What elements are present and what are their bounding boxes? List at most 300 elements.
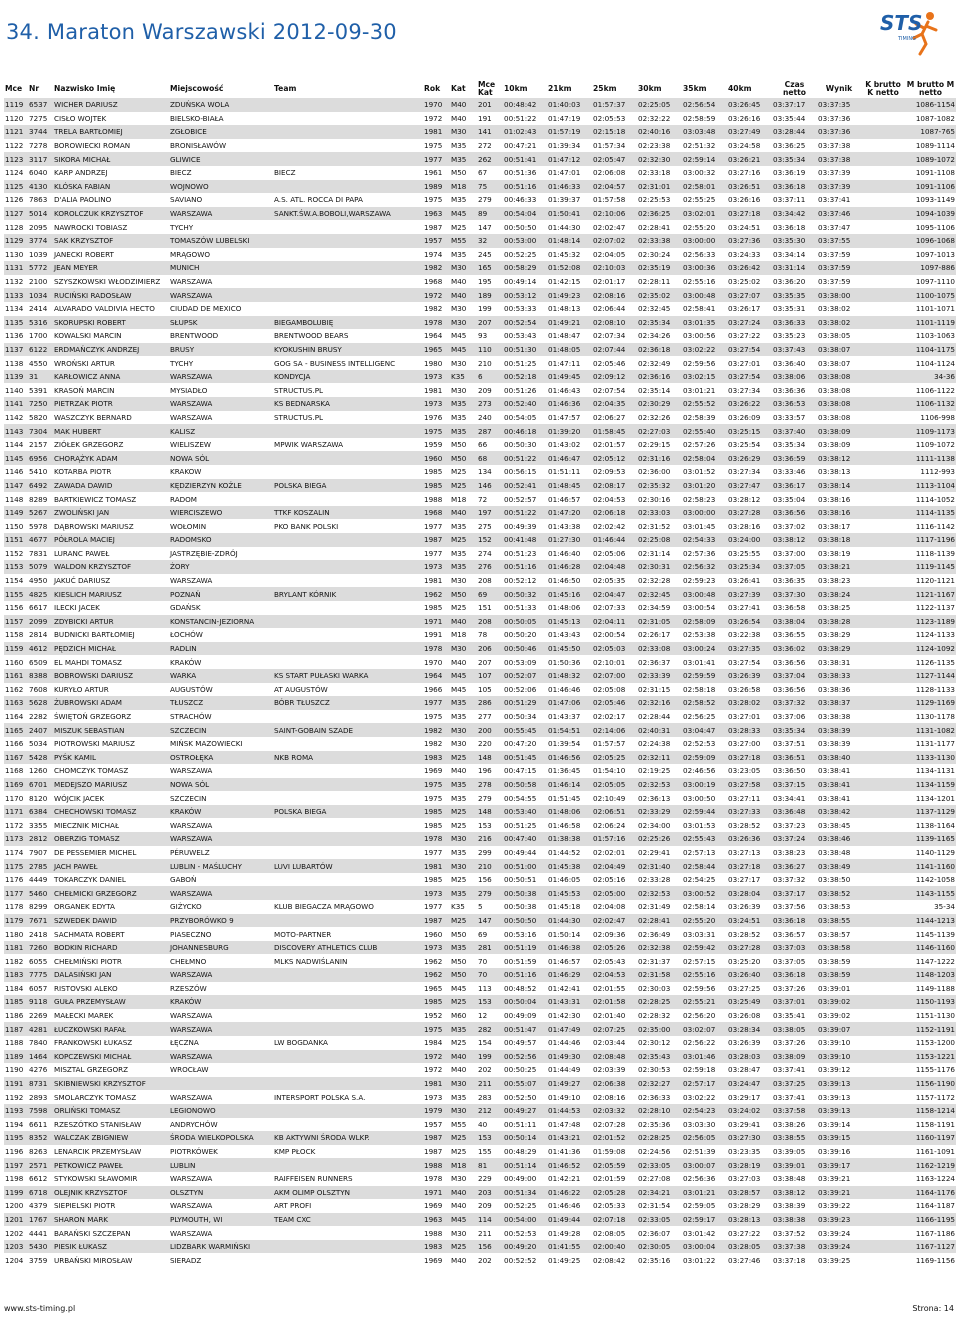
table-cell: M18 bbox=[451, 630, 467, 640]
table-cell: 03:38:59 bbox=[818, 956, 851, 966]
table-cell bbox=[861, 1213, 905, 1227]
table-cell: 02:06:24 bbox=[593, 820, 626, 830]
table-cell: 1960 bbox=[423, 451, 450, 465]
table-cell: MYSIADŁO bbox=[170, 385, 208, 395]
table-cell: 03:28:52 bbox=[728, 820, 761, 830]
table-cell: M30 bbox=[450, 642, 477, 656]
table-cell bbox=[861, 628, 905, 642]
table-cell: 03:37:47 bbox=[818, 222, 851, 232]
table-cell bbox=[861, 193, 905, 207]
table-cell: 02:31:14 bbox=[638, 548, 671, 558]
table-cell: M40 bbox=[451, 1065, 467, 1075]
table-cell: 02:26:17 bbox=[638, 630, 671, 640]
table-cell: 2100 bbox=[29, 277, 48, 287]
table-cell: 03:28:34 bbox=[727, 1022, 772, 1036]
table-cell: M35 bbox=[451, 141, 467, 151]
table-cell: RADOM bbox=[170, 494, 198, 504]
table-cell: 03:38:02 bbox=[818, 304, 851, 314]
table-cell: 03:26:36 bbox=[727, 832, 772, 846]
table-cell: 1122-1137 bbox=[915, 603, 955, 613]
table-cell: 00:52:07 bbox=[503, 669, 547, 683]
table-cell: 02:05:35 bbox=[593, 576, 626, 586]
table-cell: 03:37:26 bbox=[773, 983, 806, 993]
table-cell: 03:25:55 bbox=[728, 548, 761, 558]
table-cell: 1182 bbox=[5, 956, 24, 966]
table-cell: 154 bbox=[478, 1038, 492, 1048]
table-cell: 1982 bbox=[424, 304, 443, 314]
table-cell: 1975 bbox=[423, 424, 450, 438]
table-cell: 1977 bbox=[423, 152, 450, 166]
table-cell: 1183 bbox=[4, 968, 28, 982]
table-cell: 03:00:56 bbox=[683, 331, 716, 341]
table-cell: OSTROŁĘKA bbox=[169, 751, 273, 765]
table-row bbox=[4, 383, 956, 397]
table-cell: GABOŃ bbox=[170, 875, 197, 885]
table-cell: 5014 bbox=[28, 207, 53, 221]
table-cell: 00:51:22 bbox=[503, 506, 547, 520]
table-cell: 00:53:12 bbox=[503, 288, 547, 302]
table-cell: 03:28:47 bbox=[728, 1065, 761, 1075]
table-cell: 03:01:35 bbox=[682, 316, 727, 330]
table-cell: 02:05:53 bbox=[593, 113, 626, 123]
table-cell: 1975 bbox=[424, 712, 443, 722]
table-cell: 6617 bbox=[29, 603, 48, 613]
table-cell: 220 bbox=[478, 739, 492, 749]
table-cell: 3774 bbox=[28, 234, 53, 248]
table-cell: 2407 bbox=[28, 723, 53, 737]
table-cell: 02:34:59 bbox=[638, 603, 671, 613]
table-cell bbox=[861, 751, 905, 765]
table-row bbox=[4, 1090, 956, 1104]
table-cell: 01:46:56 bbox=[547, 751, 592, 765]
table-cell: 02:04:05 bbox=[593, 249, 626, 259]
table-cell: 01:50:41 bbox=[547, 207, 592, 221]
table-cell: 02:05:00 bbox=[592, 886, 637, 900]
table-cell: 01:46:57 bbox=[548, 494, 581, 504]
table-cell bbox=[861, 288, 905, 302]
table-cell: SKORUPSKI ROBERT bbox=[53, 316, 169, 330]
table-cell: 299 bbox=[478, 847, 492, 857]
table-cell: 02:36:16 bbox=[637, 370, 682, 384]
table-cell: 00:52:25 bbox=[504, 249, 537, 259]
table-cell: POLSKA BIEGA bbox=[273, 479, 423, 493]
table-cell: SIEPIELSKI PIOTR bbox=[54, 1201, 116, 1211]
table-cell: M25 bbox=[451, 603, 467, 613]
table-cell: KRASOŃ MARCIN bbox=[54, 385, 115, 395]
table-cell: ANDRYCHÓW bbox=[170, 1119, 218, 1129]
table-row bbox=[4, 139, 956, 153]
table-cell: 00:51:41 bbox=[503, 152, 547, 166]
table-cell: 1148 bbox=[5, 494, 24, 504]
table-cell: 03:27:01 bbox=[728, 712, 761, 722]
table-cell: 69 bbox=[477, 587, 503, 601]
table-cell: 1119-1145 bbox=[905, 560, 956, 574]
table-cell: 03:37:05 bbox=[773, 956, 806, 966]
table-cell: BIELSKO-BIAŁA bbox=[170, 113, 224, 123]
table-cell: 03:00:32 bbox=[683, 168, 716, 178]
table-cell: 1152 bbox=[5, 548, 24, 558]
table-cell: 03:37:24 bbox=[772, 832, 817, 846]
table-cell: 273 bbox=[477, 397, 503, 411]
table-cell: 03:38:04 bbox=[772, 615, 817, 629]
table-row bbox=[4, 914, 956, 928]
table-row bbox=[4, 343, 956, 357]
table-cell: 03:38:33 bbox=[817, 669, 861, 683]
table-cell: ŚRODA WIELKOPOLSKA bbox=[169, 1131, 273, 1145]
table-cell: K35 bbox=[451, 902, 465, 912]
table-cell: 1982 bbox=[423, 723, 450, 737]
table-cell: 7275 bbox=[29, 113, 48, 123]
table-cell: SIERADZ bbox=[170, 1255, 202, 1265]
table-cell: 2269 bbox=[29, 1011, 48, 1021]
table-cell: M35 bbox=[450, 696, 477, 710]
table-cell: 02:07:44 bbox=[592, 343, 637, 357]
table-cell: 02:36:07 bbox=[638, 1228, 671, 1238]
table-cell: 02:05:03 bbox=[592, 642, 637, 656]
table-cell: 03:27:03 bbox=[728, 1174, 761, 1184]
table-cell: 03:37:35 bbox=[817, 98, 861, 112]
table-cell bbox=[861, 1199, 905, 1213]
table-cell: 275 bbox=[478, 521, 492, 531]
table-cell: 1118-1139 bbox=[915, 548, 955, 558]
table-cell: 02:40:31 bbox=[637, 723, 682, 737]
table-cell: 1129-1169 bbox=[905, 696, 956, 710]
table-cell: CHORĄŻYK ADAM bbox=[53, 451, 169, 465]
table-cell bbox=[273, 655, 423, 669]
table-cell: 1175 bbox=[4, 859, 28, 873]
table-cell: 1972 bbox=[424, 1065, 443, 1075]
table-cell: WARSZAWA bbox=[169, 968, 273, 982]
table-cell: M35 bbox=[451, 521, 467, 531]
table-cell: 1150-1193 bbox=[905, 995, 956, 1009]
table-cell: 4677 bbox=[28, 533, 53, 547]
table-cell: 1151-1130 bbox=[915, 1011, 955, 1021]
table-cell bbox=[273, 547, 423, 561]
table-cell: PIOTRKÓWEK bbox=[170, 1147, 218, 1157]
table-row bbox=[4, 764, 956, 778]
table-cell: 00:48:52 bbox=[504, 983, 537, 993]
table-cell: 01:02:43 bbox=[503, 125, 547, 139]
table-cell: 03:35:34 bbox=[773, 440, 806, 450]
table-cell: 03:26:16 bbox=[728, 113, 761, 123]
table-cell bbox=[273, 737, 423, 751]
table-cell: BARTKIEWICZ TOMASZ bbox=[54, 494, 137, 504]
table-cell: 01:57:37 bbox=[592, 98, 637, 112]
table-cell: 1177 bbox=[4, 886, 28, 900]
table-cell: 03:37:46 bbox=[817, 207, 861, 221]
table-cell: 01:46:29 bbox=[547, 968, 592, 982]
table-cell: 156 bbox=[477, 1240, 503, 1254]
table-cell: 8299 bbox=[29, 902, 48, 912]
table-cell: 03:27:25 bbox=[728, 983, 761, 993]
table-cell: 03:36:57 bbox=[773, 929, 806, 939]
table-cell: 1156-1190 bbox=[905, 1077, 956, 1091]
table-cell bbox=[861, 533, 905, 547]
table-cell: 01:45:13 bbox=[547, 615, 592, 629]
website-url[interactable]: www.sts-timing.pl bbox=[4, 1304, 76, 1313]
table-cell: 6040 bbox=[29, 168, 48, 178]
table-cell: 03:38:45 bbox=[818, 820, 851, 830]
table-row bbox=[4, 207, 956, 221]
table-cell: 1195 bbox=[4, 1131, 28, 1145]
table-cell: 03:00:00 bbox=[682, 506, 727, 520]
table-cell: 02:00:54 bbox=[593, 630, 626, 640]
table-cell: 03:31:14 bbox=[772, 261, 817, 275]
table-cell: 02:51:39 bbox=[683, 1147, 716, 1157]
table-cell: 1138-1164 bbox=[915, 820, 955, 830]
table-cell bbox=[273, 125, 423, 139]
table-cell: 1980 bbox=[424, 358, 443, 368]
table-cell: CHEŁMIŃSKI PIOTR bbox=[54, 956, 122, 966]
table-cell: BÓBR TŁUSZCZ bbox=[273, 696, 423, 710]
table-cell bbox=[861, 1063, 905, 1077]
table-cell: 1116-1142 bbox=[915, 521, 955, 531]
logo-subtext: TIMING bbox=[898, 36, 916, 42]
table-cell: 1166-1195 bbox=[905, 1213, 956, 1227]
table-cell: 02:31:54 bbox=[638, 1201, 671, 1211]
table-cell: AKM OLIMP OLSZTYN bbox=[273, 1186, 423, 1200]
table-cell: 1120-1121 bbox=[915, 576, 955, 586]
table-cell: 01:46:58 bbox=[548, 820, 581, 830]
table-cell: 03:36:33 bbox=[772, 316, 817, 330]
table-cell: LIDZBARK WARMIŃSKI bbox=[169, 1240, 273, 1254]
table-cell: ILECKI JACEK bbox=[54, 603, 100, 613]
table-cell: CHEŁMNO bbox=[170, 956, 207, 966]
table-cell: 279 bbox=[478, 195, 492, 205]
table-cell: 1180 bbox=[5, 929, 24, 939]
table-cell: 03:37:32 bbox=[773, 875, 806, 885]
table-cell: 00:52:18 bbox=[503, 370, 547, 384]
table-cell: WARSZAWA bbox=[170, 1174, 213, 1184]
table-cell: 1965 bbox=[424, 983, 443, 993]
table-cell: LURANC PAWEŁ bbox=[54, 548, 110, 558]
table-cell: PÉRUWELZ bbox=[170, 847, 210, 857]
table-cell: 114 bbox=[477, 1213, 503, 1227]
table-cell bbox=[273, 1063, 423, 1077]
table-cell: 03:38:57 bbox=[818, 929, 851, 939]
table-cell bbox=[273, 710, 423, 724]
table-cell: PKO BANK POLSKI bbox=[274, 521, 339, 531]
table-cell: KURYŁO ARTUR bbox=[54, 684, 109, 694]
table-cell: 1983 bbox=[423, 1240, 450, 1254]
table-cell: 03:26:39 bbox=[727, 669, 772, 683]
table-cell: M50 bbox=[451, 956, 467, 966]
table-cell: 00:51:16 bbox=[503, 180, 547, 194]
table-cell: 02:59:05 bbox=[683, 1201, 716, 1211]
table-cell: 6956 bbox=[28, 451, 53, 465]
table-cell: DĄBROWSKI MARIUSZ bbox=[54, 521, 134, 531]
table-cell: 6509 bbox=[29, 657, 48, 667]
table-cell: 02:08:16 bbox=[593, 1092, 626, 1102]
table-cell: M25 bbox=[451, 820, 467, 830]
table-cell: 00:50:50 bbox=[504, 222, 537, 232]
table-cell: 1121 bbox=[4, 125, 28, 139]
table-cell: 03:26:42 bbox=[727, 261, 772, 275]
table-row bbox=[4, 1253, 956, 1267]
table-cell: 7863 bbox=[29, 195, 48, 205]
table-cell: M45 bbox=[450, 669, 477, 683]
table-cell: 03:37:36 bbox=[818, 113, 851, 123]
column-header: K brutto K netto bbox=[865, 79, 901, 97]
table-row bbox=[4, 1145, 956, 1159]
table-cell bbox=[273, 533, 423, 547]
table-cell: KALISZ bbox=[169, 424, 273, 438]
table-cell: OLSZTYN bbox=[169, 1186, 273, 1200]
table-cell: WASZCZYK BERNARD bbox=[54, 412, 132, 422]
table-cell: 00:49:39 bbox=[504, 521, 537, 531]
table-cell: TTKF KOSZALIN bbox=[273, 506, 423, 520]
table-cell: 02:28:25 bbox=[637, 1131, 682, 1145]
table-cell: 2414 bbox=[29, 304, 48, 314]
table-cell: KONSTANCIN-JEZIORNA bbox=[169, 615, 273, 629]
table-cell bbox=[861, 234, 905, 248]
table-cell: 03:38:13 bbox=[818, 467, 851, 477]
table-cell: 68 bbox=[477, 451, 503, 465]
table-cell: 02:55:20 bbox=[682, 914, 727, 928]
table-cell bbox=[861, 764, 905, 778]
table-cell bbox=[861, 1158, 905, 1172]
table-cell: M35 bbox=[450, 152, 477, 166]
table-cell: 03:35:44 bbox=[773, 113, 806, 123]
table-cell: 03:27:00 bbox=[728, 739, 761, 749]
table-row bbox=[4, 778, 956, 792]
table-cell: 03:24:33 bbox=[728, 249, 761, 259]
table-cell: 1179 bbox=[4, 914, 28, 928]
table-cell bbox=[273, 1226, 423, 1240]
table-cell: STYKOWSKI SŁAWOMIR bbox=[54, 1174, 138, 1184]
table-cell: 02:09:12 bbox=[592, 370, 637, 384]
table-cell bbox=[861, 343, 905, 357]
table-cell: M30 bbox=[450, 316, 477, 330]
table-cell: 1973 bbox=[423, 886, 450, 900]
table-cell: 1158 bbox=[5, 630, 24, 640]
table-cell: 03:26:41 bbox=[728, 576, 761, 586]
table-cell: 1149 bbox=[4, 506, 28, 520]
table-cell: 245 bbox=[478, 249, 492, 259]
table-cell: 02:04:11 bbox=[592, 615, 637, 629]
table-row bbox=[4, 492, 956, 506]
table-cell: 03:25:15 bbox=[727, 424, 772, 438]
table-cell: M35 bbox=[450, 778, 477, 792]
table-cell: M35 bbox=[451, 195, 467, 205]
table-cell: WARSZAWA bbox=[170, 1201, 213, 1211]
table-cell: 03:02:22 bbox=[682, 343, 727, 357]
table-cell: 1111-1138 bbox=[905, 451, 956, 465]
table-cell: 00:51:16 bbox=[503, 560, 547, 574]
table-cell bbox=[861, 1050, 905, 1064]
table-cell: 02:07:33 bbox=[593, 603, 626, 613]
table-cell bbox=[861, 479, 905, 493]
table-cell: 02:32:45 bbox=[637, 587, 682, 601]
table-cell: 02:01:57 bbox=[593, 440, 626, 450]
table-cell: STRUCTUS.PL bbox=[274, 385, 324, 395]
table-cell: 89 bbox=[477, 207, 503, 221]
table-cell: 02:05:12 bbox=[592, 451, 637, 465]
table-cell: 1152-1191 bbox=[905, 1022, 956, 1036]
table-cell: 1975 bbox=[424, 195, 443, 205]
table-cell: M25 bbox=[451, 875, 467, 885]
table-cell: 02:32:30 bbox=[637, 152, 682, 166]
table-cell: 1133-1130 bbox=[905, 751, 956, 765]
table-cell bbox=[861, 655, 905, 669]
table-cell: 00:50:32 bbox=[503, 587, 547, 601]
table-cell: 02:25:08 bbox=[637, 533, 682, 547]
table-cell: 03:27:54 bbox=[728, 657, 761, 667]
table-cell: 01:48:06 bbox=[548, 603, 581, 613]
table-cell: 03:27:28 bbox=[727, 941, 772, 955]
table-cell: 1196 bbox=[5, 1147, 24, 1157]
table-cell: KARP ANDRZEJ bbox=[54, 168, 108, 178]
table-cell: 107 bbox=[477, 669, 503, 683]
table-cell: 02:08:17 bbox=[592, 479, 637, 493]
table-cell: 7907 bbox=[29, 847, 48, 857]
table-cell: BRONISŁAWÓW bbox=[170, 141, 227, 151]
table-cell: 02:28:11 bbox=[638, 277, 671, 287]
table-cell: 02:01:17 bbox=[593, 277, 626, 287]
table-cell: SHARON MARK bbox=[53, 1213, 169, 1227]
table-cell: 03:37:17 bbox=[772, 98, 817, 112]
table-cell: 1203 bbox=[4, 1240, 28, 1254]
table-cell: 1155-1176 bbox=[915, 1065, 955, 1075]
table-cell: 03:37:41 bbox=[818, 195, 851, 205]
table-cell: M40 bbox=[450, 98, 477, 112]
table-cell: 02:55:25 bbox=[683, 195, 716, 205]
table-cell bbox=[861, 1036, 905, 1050]
table-cell: 02:33:03 bbox=[637, 506, 682, 520]
table-cell: 1963 bbox=[423, 207, 450, 221]
table-cell: 03:38:39 bbox=[817, 723, 861, 737]
table-cell: RADOMSKO bbox=[169, 533, 273, 547]
table-cell: 03:38:39 bbox=[818, 739, 851, 749]
table-cell: 01:57:19 bbox=[547, 125, 592, 139]
table-cell: MEDEJSZO MARIUSZ bbox=[53, 778, 169, 792]
table-row bbox=[4, 805, 956, 819]
table-cell: WIELISZEW bbox=[170, 440, 212, 450]
table-cell: 3759 bbox=[29, 1255, 48, 1265]
table-cell: 1974 bbox=[424, 249, 443, 259]
table-cell: KARŁOWICZ ANNA bbox=[53, 370, 169, 384]
table-cell: 02:35:32 bbox=[637, 479, 682, 493]
table-cell: M30 bbox=[451, 1174, 467, 1184]
table-cell: 00:54:00 bbox=[503, 1213, 547, 1227]
table-cell: SŁUPSK bbox=[169, 316, 273, 330]
table-cell: 01:42:15 bbox=[548, 277, 581, 287]
table-cell: 1982 bbox=[424, 739, 443, 749]
table-cell: 03:39:15 bbox=[817, 1131, 861, 1145]
table-cell bbox=[273, 1118, 423, 1132]
table-cell: KIESLICH MARIUSZ bbox=[53, 587, 169, 601]
table-row bbox=[4, 180, 956, 194]
table-cell: 00:52:54 bbox=[503, 316, 547, 330]
table-cell: 03:38:55 bbox=[772, 1131, 817, 1145]
table-cell: 1087-765 bbox=[905, 125, 956, 139]
table-cell: M50 bbox=[450, 968, 477, 982]
table-cell: 01:48:47 bbox=[548, 331, 581, 341]
table-cell bbox=[861, 397, 905, 411]
table-row bbox=[4, 832, 956, 846]
table-cell: 01:46:36 bbox=[547, 397, 592, 411]
table-cell: M35 bbox=[451, 847, 467, 857]
table-cell: 03:38:58 bbox=[817, 941, 861, 955]
table-cell: NOWA SÓL bbox=[169, 451, 273, 465]
table-cell: 00:50:14 bbox=[503, 1131, 547, 1145]
table-cell bbox=[861, 1022, 905, 1036]
table-cell bbox=[861, 982, 905, 996]
table-cell bbox=[273, 302, 423, 316]
table-cell: 66 bbox=[478, 440, 488, 450]
table-row bbox=[4, 737, 956, 751]
table-cell: 6122 bbox=[28, 343, 53, 357]
